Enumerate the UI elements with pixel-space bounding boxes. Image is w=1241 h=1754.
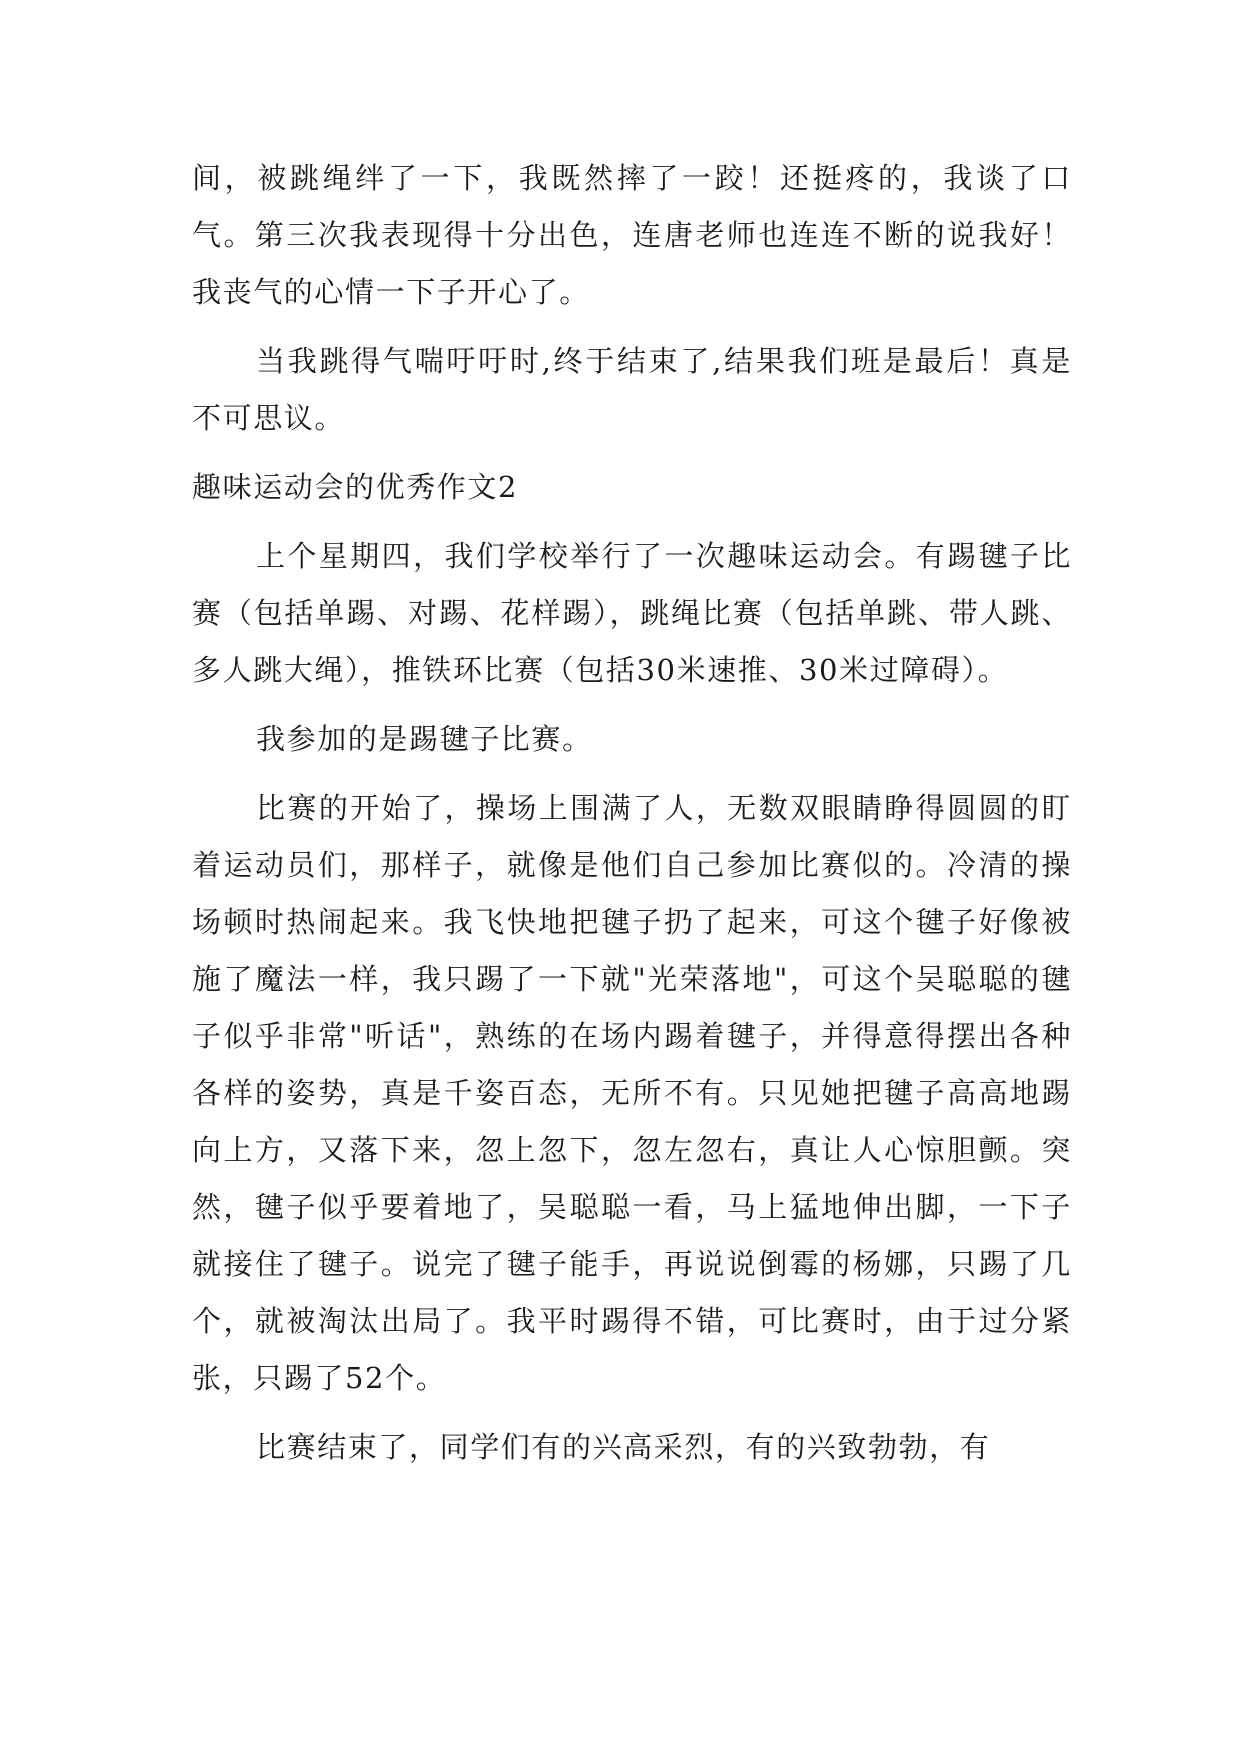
paragraph-competition: 比赛的开始了，操场上围满了人，无数双眼睛睁得圆圆的盯着运动员们，那样子，就像是他们自己参加比赛似的。冷清的操场顿时热闹起来。我飞快地把毽子扔了起来，可这个毽子好像被施了魔法一样，我只踢了一下就"光荣落地"，可这个吴聪聪的毽子似乎非常"听话"，熟练的在场内踢着毽子，并得意得摆出各种各样的姿势，真是千姿百态，无所不有。只见她把毽子高高地踢向上方，又落下来，忽上忽下，忽左忽右，真让人心惊胆颤。突然，毽子似乎要着地了，吴聪聪一看，马上猛地伸出脚，一下子就接住了毽子。说完了毽子能手，再说说倒霉的杨娜，只踢了几个，就被淘汰出局了。我平时踢得不错，可比赛时，由于过分紧张，只踢了52个。: [192, 791, 1072, 1395]
paragraph-ending: 当我跳得气喘吁吁时,终于结束了,结果我们班是最后！真是不可思议。: [192, 344, 1072, 435]
paragraph-participation: 我参加的是踢毽子比赛。: [256, 722, 593, 756]
paragraph-conclusion: 比赛结束了，同学们有的兴高采烈，有的兴致勃勃，有: [256, 1430, 991, 1464]
paragraph-continued: 间，被跳绳绊了一下，我既然摔了一跤！还挺疼的，我谈了口气。第三次我表现得十分出色，连唐老师也连连不断的说我好！我丧气的心情一下子开心了。: [192, 161, 1072, 309]
essay-heading: 趣味运动会的优秀作文2: [192, 470, 519, 504]
paragraph-intro: 上个星期四，我们学校举行了一次趣味运动会。有踢毽子比赛（包括单踢、对踢、花样踢），跳绳比赛（包括单跳、带人跳、多人跳大绳），推铁环比赛（包括30米速推、30米过障碍）。: [192, 539, 1072, 687]
document-body: [192, 150, 1072, 1488]
